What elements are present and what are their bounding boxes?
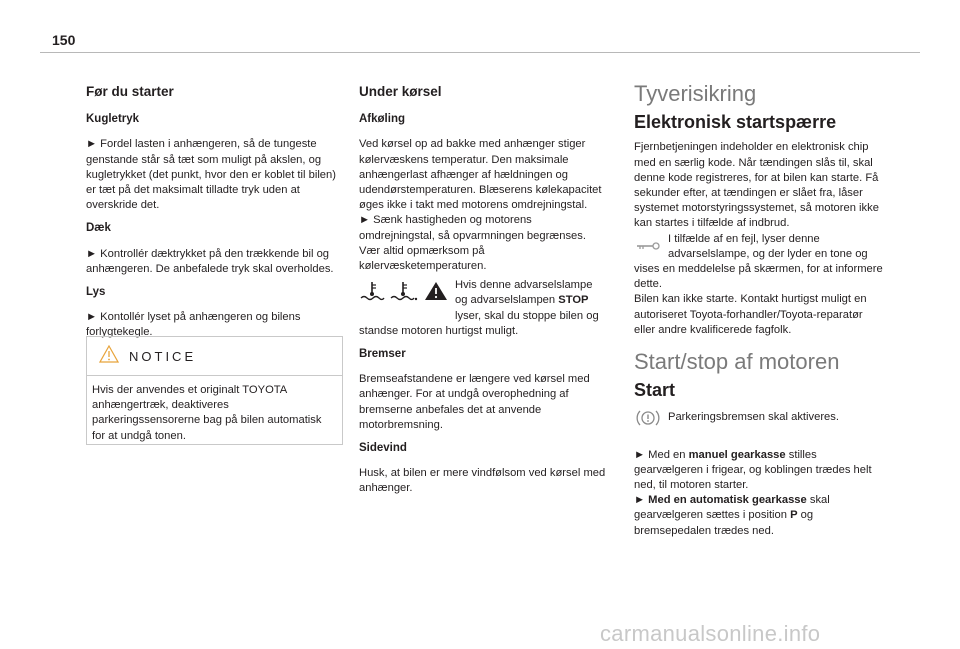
notice-box	[86, 336, 343, 445]
key-warning-icon	[636, 240, 660, 257]
paragraph-brakes: Bremseafstandene er længere ved kørsel med anhænger. For at undgå overophedning af bremserne anbefales det at anvende motorbremsning.	[359, 373, 590, 431]
column-anti-theft	[634, 81, 886, 547]
auto-mid: skal gearvælgeren sættes i position	[634, 494, 830, 522]
section-heading: Under kørsel	[359, 84, 442, 99]
stop-label: STOP	[558, 294, 589, 307]
manual-post: stilles gearvælgeren i frigear, og koblingen trædes helt ned, til motoren starter.	[634, 448, 872, 492]
section-title-start-stop: Start/stop af motoren	[634, 349, 840, 375]
watermark-text: carmanualsonline.info	[600, 621, 821, 646]
subheading-start: Start	[634, 380, 676, 401]
warning-triangle-icon	[99, 345, 119, 368]
subheading-lights: Lys	[86, 286, 106, 299]
subheading-immobiliser: Elektronisk startspærre	[634, 112, 837, 133]
warning-icons-group	[359, 280, 449, 307]
paragraph-contact-dealer: Bilen kan ikke starte. Kontakt hurtigst muligt en autoriseret Toyota-forhandler/Toyota-reparatør eller andre kvalificerede fagfolk.	[634, 293, 867, 336]
subheading-brakes: Bremser	[359, 348, 406, 361]
section-heading: Før du starter	[86, 84, 174, 99]
auto-bold: ► Med en automatisk gearkasse	[634, 494, 807, 507]
column-before-driving	[86, 80, 346, 349]
paragraph-cooling-note: Vær altid opmærksom på kølervæsketemperaturen.	[359, 244, 487, 273]
notice-header	[87, 337, 342, 376]
notice-text: Hvis der anvendes et originalt TOYOTA anhængertræk, deaktiveres parkeringssensorerne bag på bilen automatisk for at undgå tonen.	[92, 384, 322, 442]
coolant-level-icon	[389, 280, 419, 307]
paragraph-cooling-bullet: ► Sænk hastigheden og motorens omdrejningstal, så opvarmningen begrænses.	[359, 214, 586, 242]
header-divider	[40, 52, 920, 53]
subheading-crosswind: Sidevind	[359, 442, 407, 455]
warning-text-start: Hvis denne advarselslampe og advarselslampen	[455, 279, 593, 307]
paragraph-crosswind: Husk, at bilen er mere vindfølsom ved kørsel med anhænger.	[359, 467, 606, 495]
paragraph-manual-gearbox	[634, 448, 886, 494]
paragraph-immobiliser: Fjernbetjeningen indeholder en elektronisk chip med en særlig kode. Når tændingen slås til, skal denne kode registreres, for at bilen kan starte. Få sekunder efter, at tændingen er slået fra, låser systemet motorstyringssystemet, så motoren ikke kan startes i tilfælde af indbrud.	[634, 141, 879, 230]
paragraph-tyres: ► Kontrollér dæktrykket på den trækkende bil og anhængeren. De anbefalede tryk skal overholdes.	[86, 247, 334, 275]
paragraph-lights: ► Kontollér lyset på anhængeren og bilens forlygtekegle.	[86, 311, 301, 339]
subheading-ball-pressure: Kugletryk	[86, 113, 140, 126]
page-number: 150	[52, 32, 76, 48]
warning-lamp-block	[359, 278, 607, 339]
section-title-anti-theft: Tyverisikring	[634, 81, 757, 106]
column-while-driving	[359, 80, 607, 505]
subheading-cooling: Afkøling	[359, 113, 405, 126]
coolant-temperature-icon	[359, 280, 385, 307]
fault-lamp-block	[634, 232, 886, 293]
auto-post: og bremsepedalen trædes ned.	[634, 509, 814, 537]
subheading-tyres: Dæk	[86, 222, 111, 235]
paragraph-fault: I tilfælde af en fejl, lyser denne advarselslampe, og der lyder en tone og vises en meddelelse på skærmen, for at informere dette.	[634, 232, 883, 291]
parking-brake-block	[634, 408, 886, 437]
manual-bold: manuel gearkasse	[688, 448, 786, 461]
manual-pre: ► Med en	[634, 448, 689, 461]
paragraph-parking-brake: Parkeringsbremsen skal aktiveres.	[668, 411, 839, 424]
paragraph-automatic-gearbox	[634, 493, 886, 539]
paragraph-cooling: Ved kørsel op ad bakke med anhænger stiger kølervæskens temperatur. Den maksimale anhængerlast afhænger af hældningen og udendørstemperaturen. Blæserens kølekapacitet øges ikke i takt med motorens omdrejningstal.	[359, 138, 602, 212]
warning-triangle-icon	[423, 280, 449, 307]
warning-text-end: lyser, skal du stoppe bilen og standse motoren hurtigst muligt.	[359, 309, 599, 337]
parking-brake-icon	[634, 408, 662, 433]
notice-label: NOTICE	[129, 348, 197, 364]
paragraph-ball-pressure: ► Fordel lasten i anhængeren, så de tungeste genstande står så tæt som muligt på akslen, og kugletrykket (det punkt, hvor den er koblet til bilen) er tæt på det maksimalt tilladte tryk uden at overskride det.	[86, 138, 336, 212]
gear-p-label: P	[790, 509, 798, 522]
